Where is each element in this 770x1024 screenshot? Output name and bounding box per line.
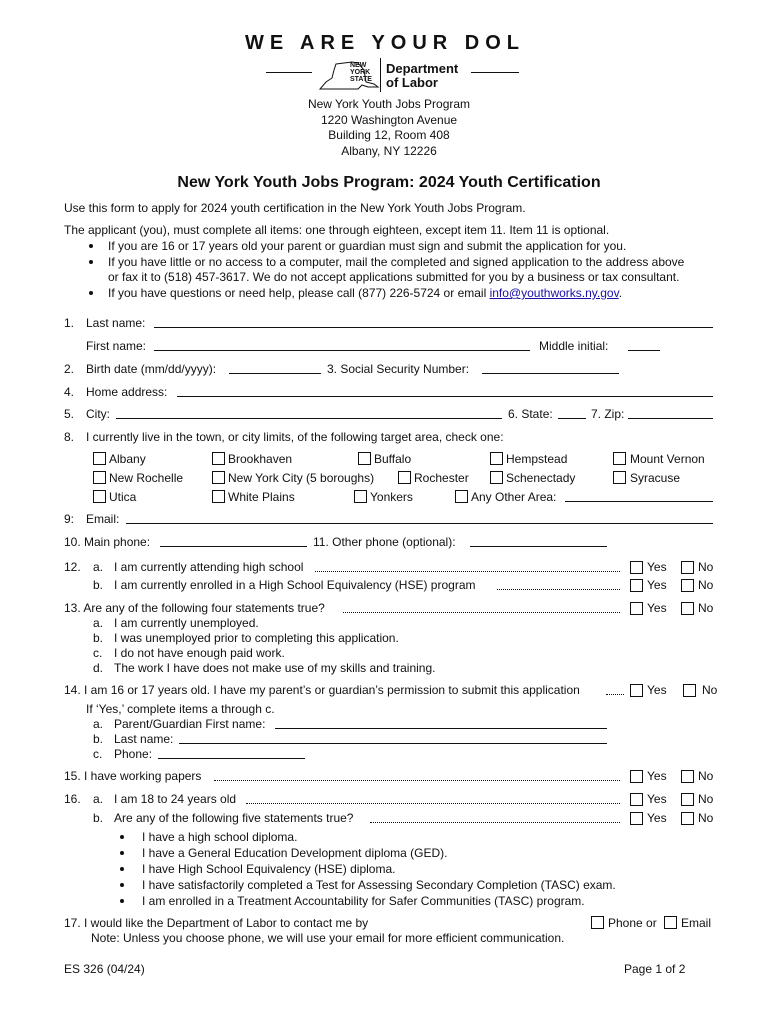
q16a-yes-checkbox[interactable] [630,793,643,806]
leader-dots [315,571,620,572]
q14b-letter: b. [93,732,104,746]
q14-subtext: If ‘Yes,’ complete items a through c. [86,702,275,716]
q16-bullet-text: I am enrolled in a Treatment Accountability for Safer Communities (TASC) program. [142,894,585,908]
ssn-field[interactable] [482,373,619,374]
mount-vernon-checkbox[interactable] [613,452,626,465]
q17-note: Note: Unless you choose phone, we will use your email for more efficient communication. [91,931,565,945]
yes-label: Yes [647,560,667,574]
city-field[interactable] [116,418,502,419]
birth-date-label: Birth date (mm/dd/yyyy): [86,362,217,376]
instructions-lead: The applicant (you), must complete all items: one through eighteen, except item 11. Item 11 is optional. [64,223,610,237]
logo-state-line1: NEW [350,62,367,69]
bullet-icon [89,291,93,295]
contact-phone-checkbox[interactable] [591,916,604,929]
birth-date-field[interactable] [229,373,321,374]
leader-dots [606,694,624,695]
slogan: WE ARE YOUR DOL [244,32,525,54]
instruction-bullet [108,286,622,300]
no-label: No [698,560,714,574]
q15-no-checkbox[interactable] [681,770,694,783]
yonkers-checkbox[interactable] [354,490,367,503]
bullet-icon [120,867,124,871]
q13-item-letter: c. [93,646,103,660]
q16-number: 16. [64,792,81,806]
logo-state-line3: STATE [350,76,372,83]
area-label: Rochester [414,471,469,485]
q5-number: 5. [64,407,75,421]
middle-initial-label: Middle initial: [539,339,609,353]
q16b-yes-checkbox[interactable] [630,812,643,825]
rochester-checkbox[interactable] [398,471,411,484]
q16b-no-checkbox[interactable] [681,812,694,825]
no-label: No [698,792,714,806]
no-label: No [698,578,714,592]
q2-number: 2. [64,362,75,376]
q16a-no-checkbox[interactable] [681,793,694,806]
guardian-last-name-label: Last name: [114,732,174,746]
area-label: Buffalo [374,452,412,466]
q16-bullet-text: I have satisfactorily completed a Test for Assessing Secondary Completion (TASC) exam. [142,878,616,892]
q16a-letter: a. [93,792,104,806]
state-field[interactable] [558,418,586,419]
form-title: New York Youth Jobs Program: 2024 Youth Certification [177,174,601,191]
yes-label: Yes [647,601,667,615]
state-label: 6. State: [508,407,553,421]
q12b-letter: b. [93,578,104,592]
q14c-letter: c. [93,747,103,761]
leader-dots [214,780,620,781]
brookhaven-checkbox[interactable] [212,452,225,465]
area-label: Syracuse [630,471,681,485]
q16-bullet-text: I have a high school diploma. [142,830,298,844]
bullet-icon [89,260,93,264]
last-name-field[interactable] [154,327,713,328]
new-rochelle-checkbox[interactable] [93,471,106,484]
q16b-letter: b. [93,811,104,825]
instruction-bullet-cont: or fax it to (518) 457-3617. We do not accept applications submitted for you by a business or tax consultant. [108,270,680,284]
address-line: Albany, NY 12226 [341,143,437,158]
bullet-icon [120,835,124,839]
ssn-label: 3. Social Security Number: [327,362,470,376]
schenectady-checkbox[interactable] [490,471,503,484]
q13-item-text: I am currently unemployed. [114,616,259,630]
help-text: If you have questions or need help, please call (877) 226-5724 or email [108,286,490,300]
q1-number: 1. [64,316,75,330]
guardian-phone-label: Phone: [114,747,153,761]
logo-dept-line1: Department [386,61,459,76]
last-name-label: Last name: [86,316,146,330]
q13-yes-checkbox[interactable] [630,602,643,615]
first-name-label: First name: [86,339,147,353]
q16a-text: I am 18 to 24 years old [114,792,237,806]
q14-no-checkbox[interactable] [683,684,696,697]
main-phone-field[interactable] [160,546,307,547]
bullet-icon [120,883,124,887]
q13-item-text: The work I have does not make use of my skills and training. [114,661,436,675]
instruction-bullet: If you are 16 or 17 years old your parent or guardian must sign and submit the application for you. [108,239,627,253]
contact-phone-label: Phone or [608,916,657,930]
mailing-address [0,97,770,159]
bullet-icon [120,899,124,903]
leader-dots [497,589,620,590]
q16-bullet-text: I have a General Education Development diploma (GED). [142,846,448,860]
leader-dots [246,803,620,804]
first-name-field[interactable] [154,350,530,351]
q13-no-checkbox[interactable] [681,602,694,615]
q4-number: 4. [64,385,75,399]
albany-checkbox[interactable] [93,452,106,465]
q12b-yes-checkbox[interactable] [630,579,643,592]
area-label: Albany [109,452,146,466]
area-label: New York City (5 boroughs) [228,471,375,485]
q12a-letter: a. [93,560,104,574]
q13-item-letter: d. [93,661,104,675]
area-label: Hempstead [506,452,568,466]
city-label: City: [86,407,110,421]
q13-item-letter: b. [93,631,104,645]
form-id: ES 326 (04/24) [64,962,145,976]
email-label: Email: [86,512,120,526]
main-phone-label: 10. Main phone: [64,535,151,549]
white-plains-checkbox[interactable] [212,490,225,503]
q12a-yes-checkbox[interactable] [630,561,643,574]
q13-item-text: I was unemployed prior to completing this application. [114,631,399,645]
guardian-first-name-label: Parent/Guardian First name: [114,717,266,731]
no-label: No [702,683,718,697]
target-area-question: I currently live in the town, or city limits, of the following target area, check one: [86,430,504,444]
q12b-no-checkbox[interactable] [681,579,694,592]
contact-email-checkbox[interactable] [664,916,677,929]
no-label: No [698,811,714,825]
q15-text: 15. I have working papers [64,769,202,783]
guardian-first-name-field[interactable] [275,728,607,729]
zip-label: 7. Zip: [591,407,625,421]
area-label: Mount Vernon [630,452,705,466]
area-label: New Rochelle [109,471,184,485]
syracuse-checkbox[interactable] [613,471,626,484]
q16b-text: Are any of the following five statements true? [114,811,354,825]
q13-item-text: I do not have enough paid work. [114,646,285,660]
area-label: Yonkers [370,490,413,504]
utica-checkbox[interactable] [93,490,106,503]
address-line: 1220 Washington Avenue [320,112,458,127]
middle-initial-field[interactable] [628,350,660,351]
q13-text: 13. Are any of the following four statements true? [64,601,325,615]
help-email-link[interactable]: info@youthworks.ny.gov [489,286,619,300]
agency-logo [266,58,521,94]
no-label: No [698,769,714,783]
no-label: No [698,601,714,615]
bullet-icon [89,244,93,248]
q8-number: 8. [64,430,75,444]
area-label: Any Other Area: [471,490,557,504]
yes-label: Yes [647,769,667,783]
q12a-no-checkbox[interactable] [681,561,694,574]
q17-text: 17. I would like the Department of Labor to contact me by [64,916,369,930]
area-label: Brookhaven [228,452,293,466]
guardian-phone-field[interactable] [158,758,305,759]
yes-label: Yes [647,811,667,825]
home-address-field[interactable] [177,396,713,397]
zip-field[interactable] [628,418,713,419]
intro-text: Use this form to apply for 2024 youth certification in the New York Youth Jobs Program. [64,201,526,215]
page-number: Page 1 of 2 [624,962,686,976]
q16-bullet-text: I have High School Equivalency (HSE) diploma. [142,862,396,876]
hempstead-checkbox[interactable] [490,452,503,465]
other-area-field[interactable] [565,501,713,502]
area-label: Schenectady [506,471,576,485]
logo-dept-line2: of Labor [386,75,438,90]
q14-yes-checkbox[interactable] [630,684,643,697]
buffalo-checkbox[interactable] [358,452,371,465]
address-line: Building 12, Room 408 [328,128,450,142]
q9-number: 9: [64,512,75,526]
address-line: New York Youth Jobs Program [307,97,471,111]
guardian-last-name-field[interactable] [179,743,607,744]
q12a-text: I am currently attending high school [114,560,304,574]
q14a-letter: a. [93,717,104,731]
logo-state-line2: YORK [350,69,371,76]
q14-text: 14. I am 16 or 17 years old. I have my parent’s or guardian’s permission to submit this application [64,683,580,697]
help-text-end: . [618,286,623,300]
contact-email-label: Email [681,916,712,930]
q15-yes-checkbox[interactable] [630,770,643,783]
any-other-area-checkbox[interactable] [455,490,468,503]
yes-label: Yes [647,792,667,806]
q13-item-letter: a. [93,616,104,630]
leader-dots [370,822,620,823]
q12b-text: I am currently enrolled in a High School Equivalency (HSE) program [114,578,476,592]
other-phone-field[interactable] [470,546,607,547]
q12-number: 12. [64,560,81,574]
yes-label: Yes [647,683,667,697]
yes-label: Yes [647,578,667,592]
email-field[interactable] [126,523,713,524]
new-york-city-checkbox[interactable] [212,471,225,484]
other-phone-label: 11. Other phone (optional): [313,535,456,549]
instruction-bullet: If you have little or no access to a computer, mail the completed and signed application to the address above [108,255,685,269]
leader-dots [343,612,620,613]
home-address-label: Home address: [86,385,168,399]
area-label: Utica [109,490,137,504]
bullet-icon [120,851,124,855]
area-label: White Plains [228,490,295,504]
